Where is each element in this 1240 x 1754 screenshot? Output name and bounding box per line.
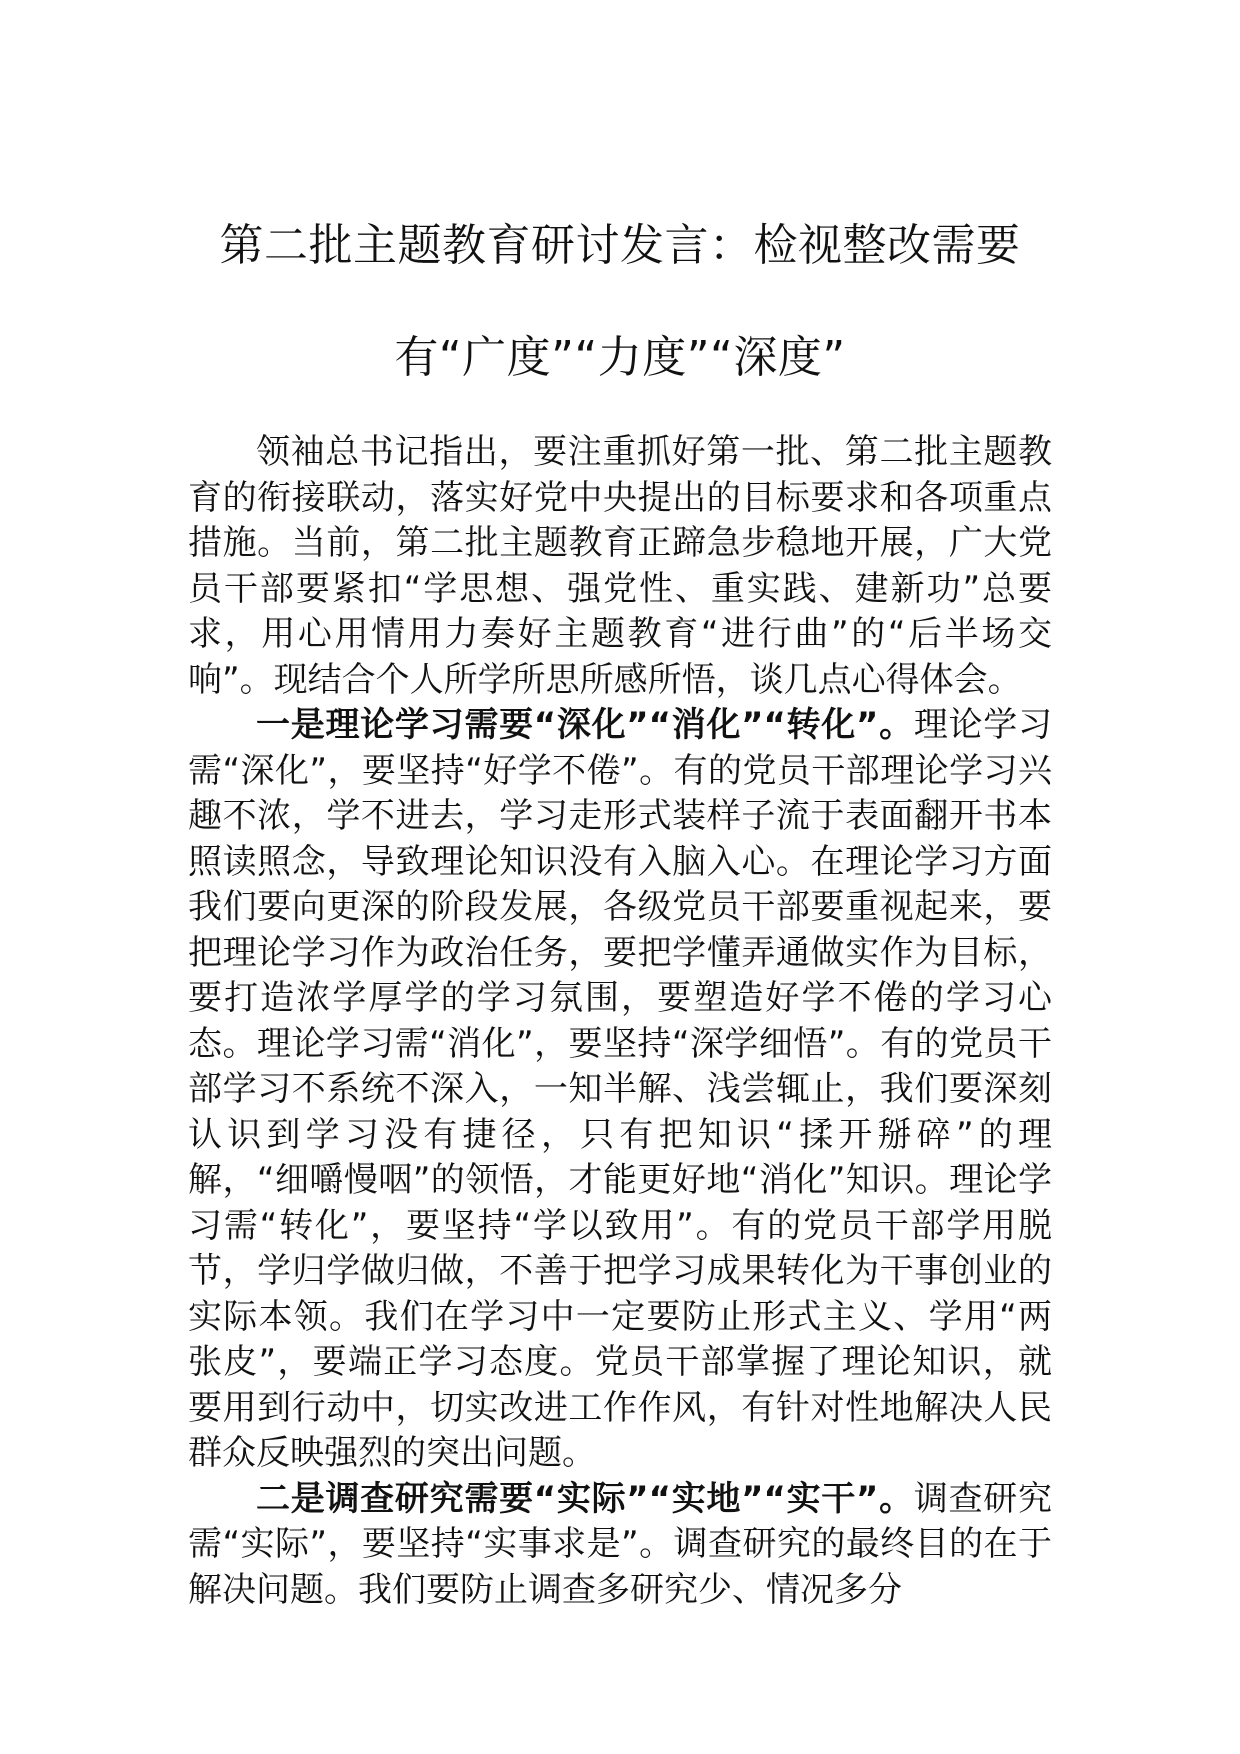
paragraph-investigation xyxy=(188,1477,1052,1614)
paragraph-intro xyxy=(188,430,1052,703)
document-body xyxy=(188,430,1052,1613)
document-title-line-2: 有“广度”“力度”“深度” xyxy=(394,332,846,383)
paragraph-text: 调查研究需“实际”，要坚持“实事求是”。调查研究的最终目的在于解决问题。我们要防止调查多研究少、情况多分 xyxy=(188,1478,1052,1610)
paragraph-lead: 二是调查研究需要“实际”“实地”“实干”。 xyxy=(256,1478,914,1519)
title-block xyxy=(188,190,1052,414)
document-page xyxy=(188,0,1052,1754)
document-title-line-1: 第二批主题教育研讨发言：检视整改需要 xyxy=(219,220,1021,271)
paragraph-text: 领袖总书记指出，要注重抓好第一批、第二批主题教育的衔接联动，落实好党中央提出的目标要求和各项重点措施。当前，第二批主题教育正蹄急步稳地开展，广大党员干部要紧扣“学思想、强党性、重实践、建新功”总要求，用心用情用力奏好主题教育“进行曲”的“后半场交响”。现结合个人所学所思所感所悟，谈几点心得体会。 xyxy=(188,432,1052,700)
paragraph-theory-study xyxy=(188,703,1052,1477)
paragraph-lead: 一是理论学习需要“深化”“消化”“转化”。 xyxy=(256,705,914,745)
paragraph-text: 理论学习需“深化”，要坚持“好学不倦”。有的党员干部理论学习兴趣不浓，学不进去，学习走形式装样子流于表面翻开书本照读照念，导致理论知识没有入脑入心。在理论学习方面我们要向更深的阶段发展，各级党员干部要重视起来，要把理论学习作为政治任务，要把学懂弄通做实作为目标，要打造浓学厚学的学习氛围，要塑造好学不倦的学习心态。理论学习需“消化”，要坚持“深学细悟”。有的党员干部学习不系统不深入，一知半解、浅尝辄止，我们要深刻认识到学习没有捷径，只有把知识“揉开掰碎”的理解，“细嚼慢咽”的领悟，才能更好地“消化”知识。理论学习需“转化”，要坚持“学以致用”。有的党员干部学用脱节，学归学做归做，不善于把学习成果转化为干事创业的实际本领。我们在学习中一定要防止形式主义、学用“两张皮”，要端正学习态度。党员干部掌握了理论知识，就要用到行动中，切实改进工作作风，有针对性地解决人民群众反映强烈的突出问题。 xyxy=(188,705,1052,1473)
